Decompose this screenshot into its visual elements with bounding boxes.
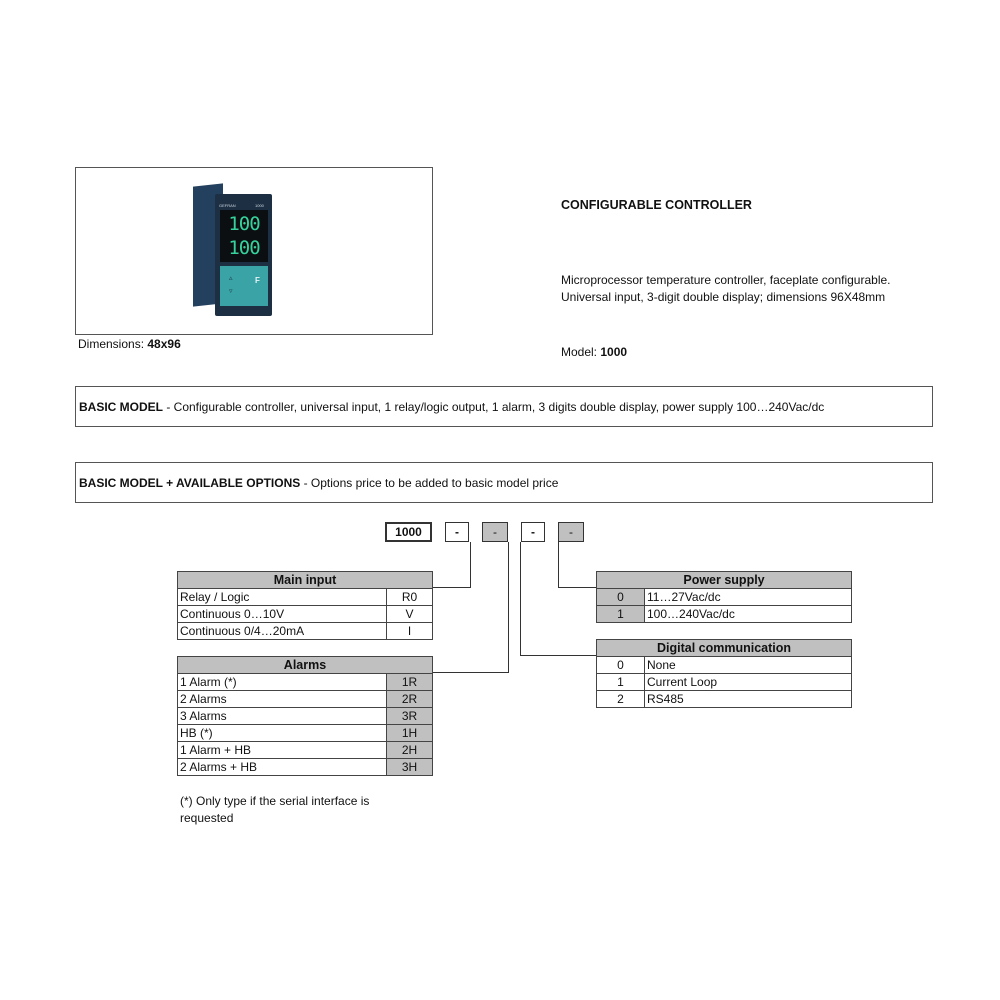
options-heading: BASIC MODEL + AVAILABLE OPTIONS: [79, 476, 301, 490]
main-input-title: Main input: [178, 572, 433, 589]
display-top-value: 100: [228, 213, 260, 235]
table-row: 2 Alarms 2R: [178, 691, 433, 708]
table-row: 1 Alarm (*) 1R: [178, 674, 433, 691]
table-row: 1 Current Loop: [597, 674, 852, 691]
digital-communication-table: [596, 639, 852, 708]
connector-main-input: [470, 542, 471, 588]
controller-keypad: [220, 266, 268, 306]
display-bottom-value: 100: [228, 237, 260, 259]
table-row: 1 100…240Vac/dc: [597, 606, 852, 623]
model-value: 1000: [600, 345, 628, 359]
controller-display: [220, 210, 268, 262]
table-row: 3 Alarms 3R: [178, 708, 433, 725]
options-text: - Options price to be added to basic model price: [300, 476, 559, 490]
basic-model-text: - Configurable controller, universal input, 1 relay/logic output, 1 alarm, 3 digits double display, power supply 100…240Vac/dc: [163, 400, 825, 414]
table-row: 1 Alarm + HB 2H: [178, 742, 433, 759]
table-row: HB (*) 1H: [178, 725, 433, 742]
table-row: Continuous 0…10V V: [178, 606, 433, 623]
description-line-1: Microprocessor temperature controller, faceplate configurable.: [561, 273, 891, 287]
table-row: 0 None: [597, 657, 852, 674]
dimensions-value: 48x96: [147, 337, 181, 351]
order-code-slot-4: -: [558, 522, 584, 542]
down-arrow-icon: ▿: [229, 288, 233, 295]
connector-power-supply: [558, 542, 559, 588]
device-brand: GEFRAN: [219, 203, 236, 208]
options-box: [75, 462, 933, 503]
function-key-label: F: [255, 276, 260, 285]
footnote-line-2: requested: [180, 811, 234, 825]
page-title: CONFIGURABLE CONTROLLER: [561, 198, 752, 212]
power-supply-title: Power supply: [597, 572, 852, 589]
dimensions-caption: [78, 337, 181, 351]
main-input-table: [177, 571, 433, 640]
alarms-title: Alarms: [178, 657, 433, 674]
model-caption: [561, 345, 627, 359]
order-code-slot-1: -: [445, 522, 469, 542]
table-row: 2 Alarms + HB 3H: [178, 759, 433, 776]
alarms-table: [177, 656, 433, 776]
table-row: Relay / Logic R0: [178, 589, 433, 606]
footnote-line-1: (*) Only type if the serial interface is: [180, 794, 370, 808]
description-line-2: Universal input, 3-digit double display; dimensions 96X48mm: [561, 290, 886, 304]
table-row: 0 11…27Vac/dc: [597, 589, 852, 606]
model-label: Model:: [561, 345, 598, 359]
order-code-main: 1000: [385, 522, 432, 542]
order-code-slot-3: -: [521, 522, 545, 542]
order-code-slot-2: -: [482, 522, 508, 542]
connector-alarms: [508, 542, 509, 673]
basic-model-box: [75, 386, 933, 427]
basic-model-heading: BASIC MODEL: [79, 400, 163, 414]
device-model: 1000: [255, 203, 264, 208]
dimensions-label: Dimensions:: [78, 337, 145, 351]
power-supply-table: [596, 571, 852, 623]
connector-digital-comm: [520, 542, 521, 656]
table-row: 2 RS485: [597, 691, 852, 708]
up-arrow-icon: ▵: [229, 275, 233, 282]
table-row: Continuous 0/4…20mA I: [178, 623, 433, 640]
digital-communication-title: Digital communication: [597, 640, 852, 657]
